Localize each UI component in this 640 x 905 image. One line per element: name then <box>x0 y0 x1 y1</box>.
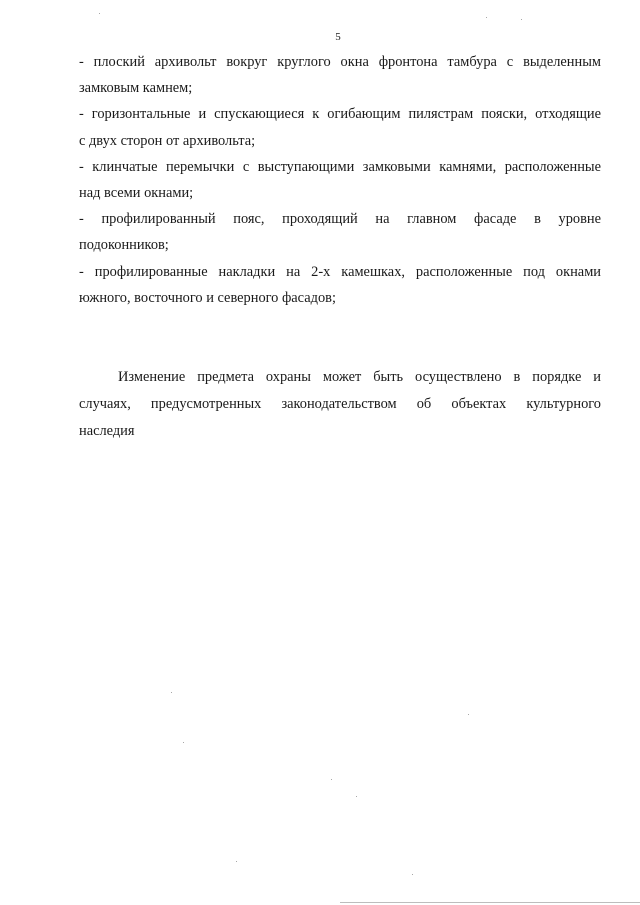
scan-speck <box>171 692 172 693</box>
scan-speck <box>468 714 469 715</box>
bullet-line: - профилированные накладки на 2-х камешках, расположенные под окнами <box>79 263 601 280</box>
bullet-item <box>79 206 601 258</box>
bullet-item <box>79 259 601 311</box>
bullet-line: замковым камнем; <box>79 80 193 97</box>
bullet-line: - горизонтальные и спускающиеся к огибающим пилястрам пояски, отходящие <box>79 106 601 123</box>
paragraph-line: Изменение предмета охраны может быть осуществлено в порядке и <box>118 369 601 385</box>
paragraph-line: случаях, предусмотренных законодательством об объектах культурного <box>79 396 601 412</box>
bullet-line: южного, восточного и северного фасадов; <box>79 289 336 306</box>
scan-speck <box>236 861 237 862</box>
scan-speck <box>521 19 522 20</box>
bullet-line: с двух сторон от архивольта; <box>79 132 256 149</box>
scan-speck <box>486 17 487 18</box>
scan-speck <box>331 779 332 780</box>
scan-speck <box>356 796 357 797</box>
bullet-item <box>79 154 601 206</box>
bullet-line: подоконников; <box>79 237 169 254</box>
scan-edge-line <box>340 902 640 903</box>
bullet-line: - профилированный пояс, проходящий на главном фасаде в уровне <box>79 211 601 228</box>
scan-speck <box>99 13 100 14</box>
bullet-item <box>79 101 601 153</box>
page-number: 5 <box>335 31 341 43</box>
bullet-line: - клинчатые перемычки с выступающими замковыми камнями, расположенные <box>79 158 601 175</box>
closing-paragraph <box>79 364 601 445</box>
bullet-line: - плоский архивольт вокруг круглого окна фронтона тамбура с выделенным <box>79 54 601 70</box>
paragraph-line: наследия <box>79 423 135 439</box>
scan-speck <box>412 874 413 875</box>
bullet-item <box>79 49 601 101</box>
bullet-list <box>79 49 601 311</box>
bullet-line: над всеми окнами; <box>79 184 194 201</box>
scan-speck <box>183 742 184 743</box>
